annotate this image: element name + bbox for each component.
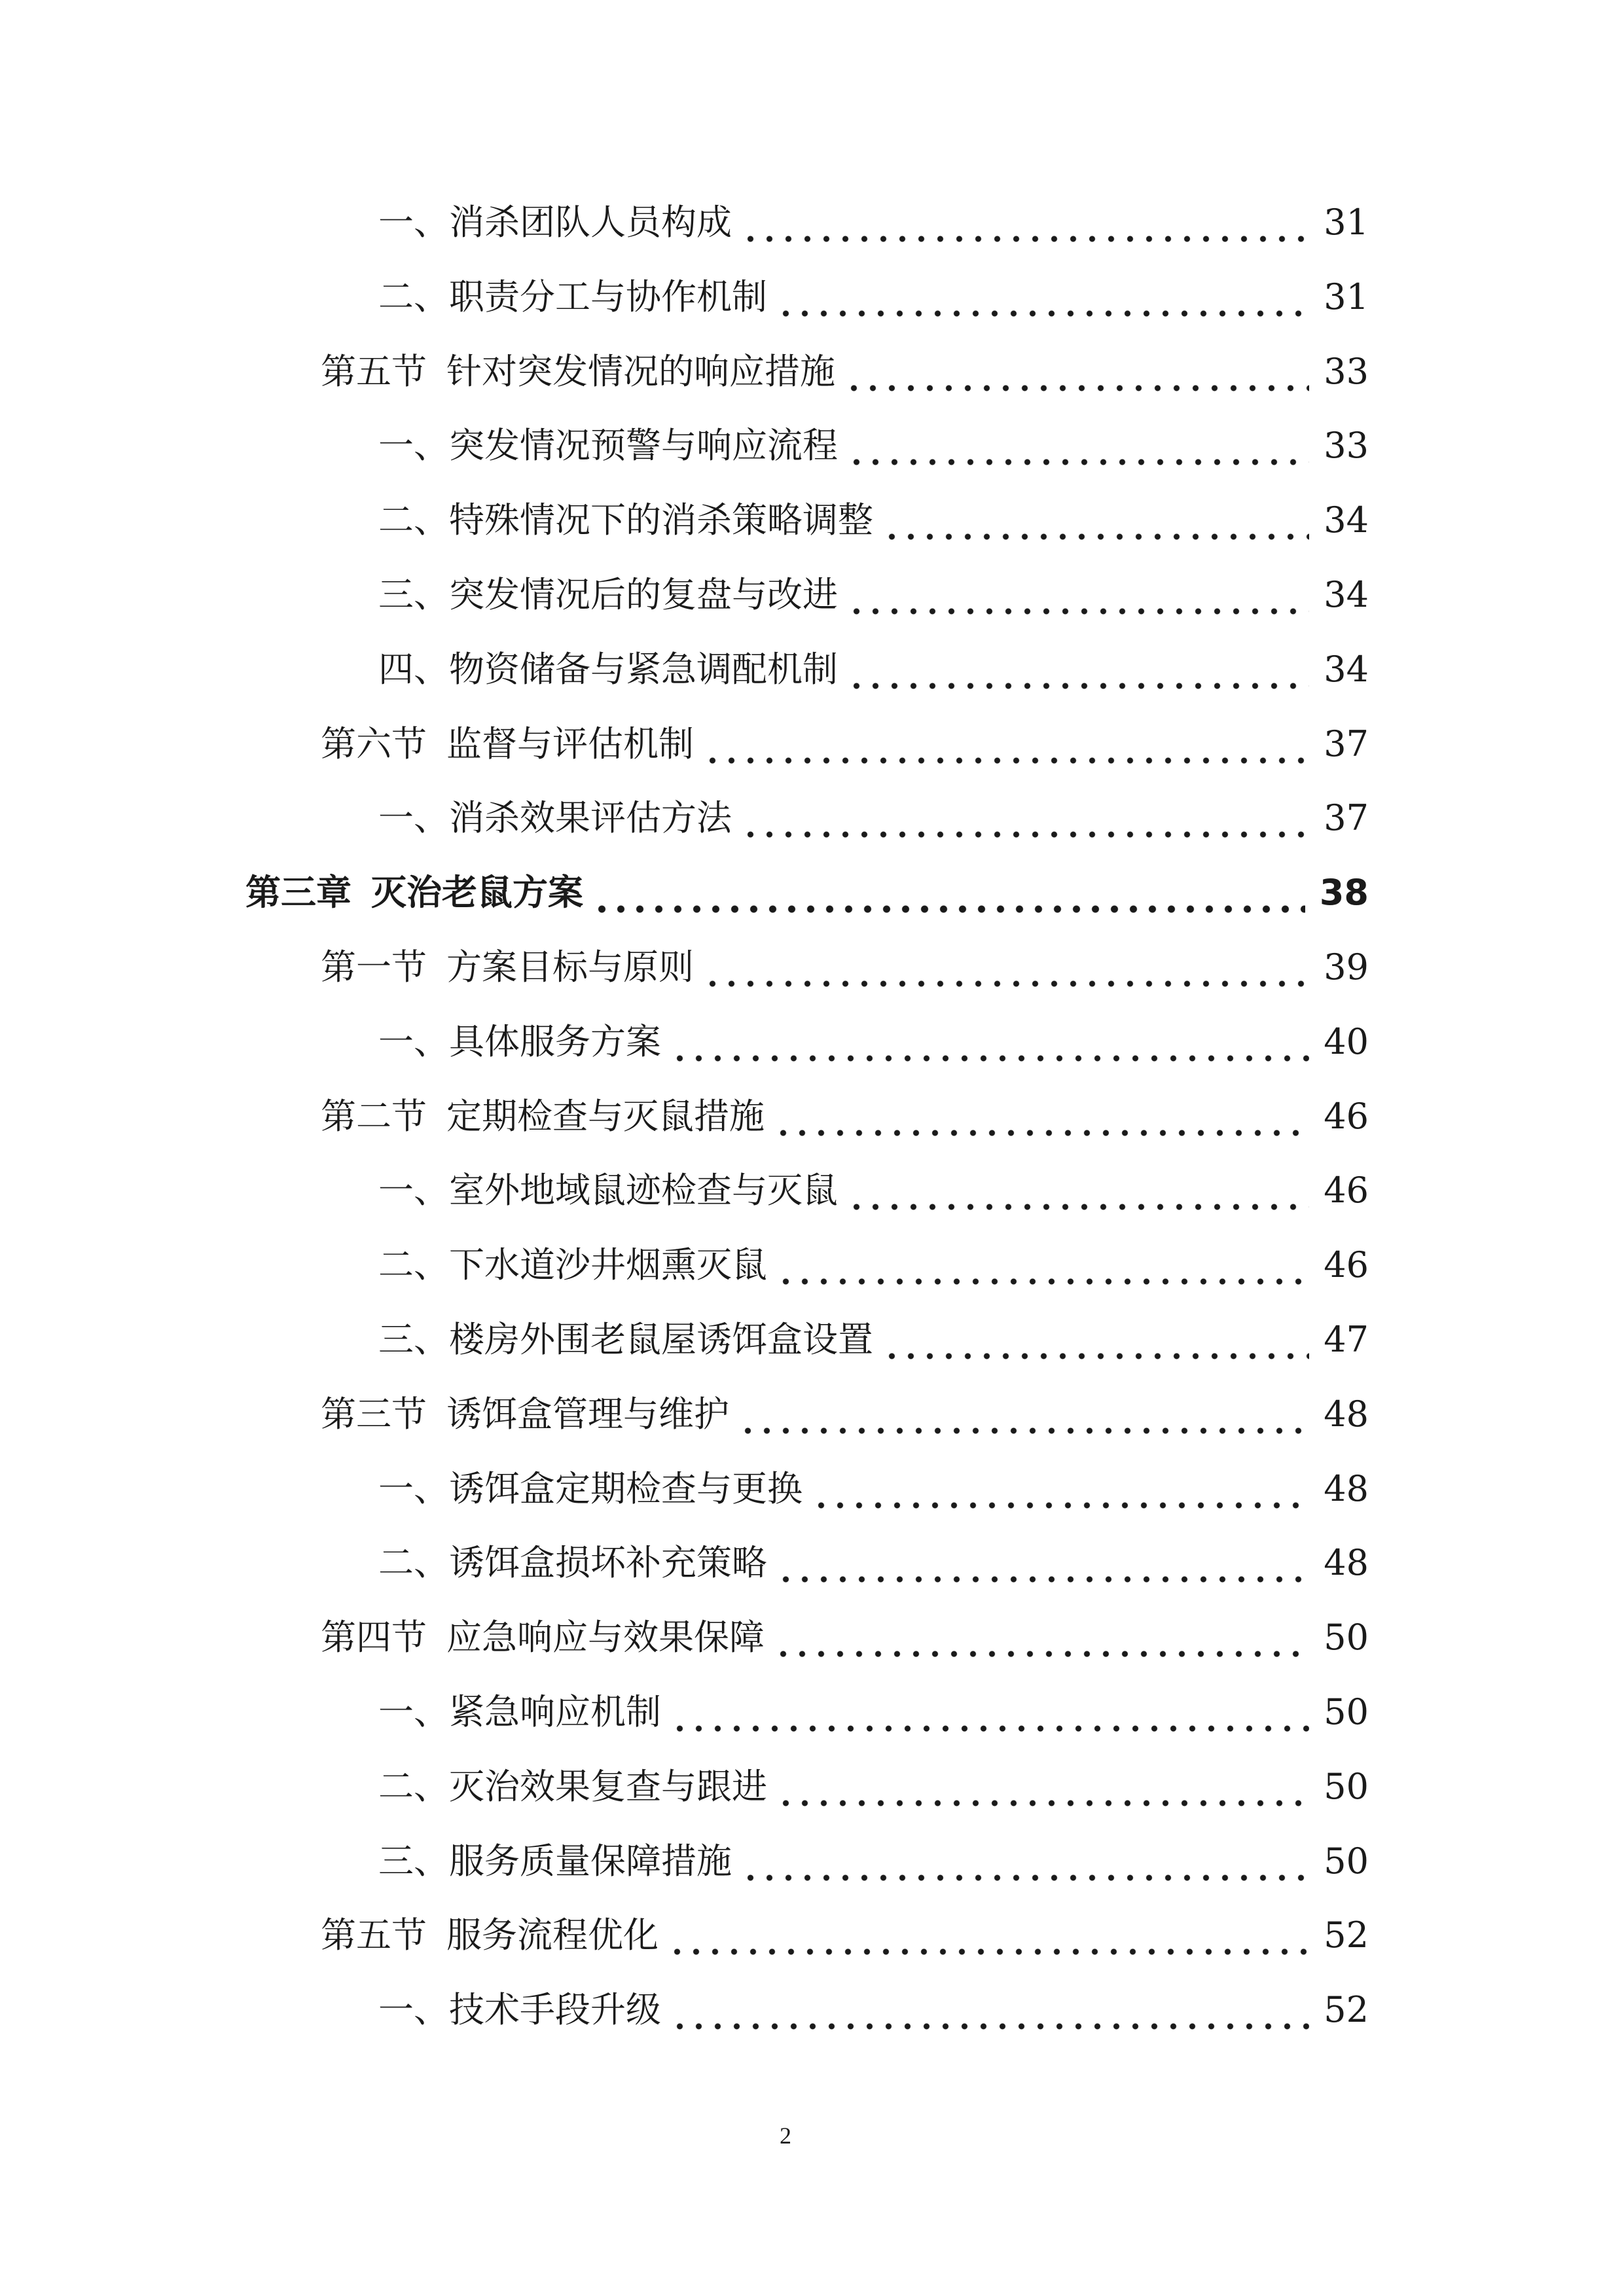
toc-entry-title <box>378 196 737 249</box>
toc-entry-page: 48 <box>1324 1542 1369 1584</box>
toc-entry-text: 三、服务质量保障措施 <box>378 1840 732 1882</box>
toc-entry-text: 诱饵盒管理与维护 <box>446 1393 729 1435</box>
toc-entry-number: 第三章 <box>245 872 352 914</box>
toc-entry[interactable] <box>245 867 1369 919</box>
toc-entry-text: 针对突发情况的响应措施 <box>446 350 835 392</box>
toc-entry-page: 40 <box>1324 1020 1369 1062</box>
toc-entry-page: 34 <box>1324 648 1369 690</box>
toc-entry-title <box>378 1314 878 1366</box>
toc-entry-title <box>378 643 843 696</box>
toc-entry-text: 一、消杀效果评估方法 <box>378 797 732 839</box>
toc-entry-title <box>245 867 588 919</box>
toc-entry-title <box>321 1909 664 1962</box>
toc-entry-text: 一、突发情况预警与响应流程 <box>378 425 838 467</box>
dot-leader <box>774 1090 1309 1143</box>
toc-entry-title <box>378 1537 772 1589</box>
toc-entry-number: 第一节 <box>321 946 427 988</box>
toc-entry-page: 34 <box>1324 499 1369 541</box>
toc-entry[interactable] <box>378 494 1369 547</box>
toc-entry-title <box>378 1686 666 1738</box>
toc-entry-title <box>378 1984 666 2036</box>
toc-entry-title <box>321 346 840 398</box>
toc-entry-text: 三、突发情况后的复盘与改进 <box>378 574 838 615</box>
toc-entry-text: 方案目标与原则 <box>446 946 694 988</box>
toc-entry-text: 二、灭治效果复查与跟进 <box>378 1765 767 1807</box>
toc-entry-page: 39 <box>1324 946 1369 988</box>
toc-entry-title <box>378 494 878 547</box>
dot-leader <box>776 1761 1309 1813</box>
toc-entry-text: 一、紧急响应机制 <box>378 1691 661 1732</box>
toc-entry[interactable] <box>321 1611 1369 1664</box>
toc-entry-page: 31 <box>1324 276 1369 317</box>
toc-entry-title <box>321 941 699 994</box>
toc-entry[interactable] <box>378 1984 1369 2036</box>
toc-entry[interactable] <box>378 420 1369 472</box>
dot-leader <box>592 867 1305 919</box>
toc-entry-title <box>378 1239 772 1291</box>
toc-entry-title <box>321 1611 770 1664</box>
dot-leader <box>738 1388 1309 1441</box>
toc-entry[interactable] <box>321 1388 1369 1441</box>
toc-entry[interactable] <box>378 1164 1369 1217</box>
toc-entry-text: 灭治老鼠方案 <box>371 872 583 914</box>
toc-entry-title <box>378 420 843 472</box>
toc-entry-text: 定期检查与灭鼠措施 <box>446 1095 765 1137</box>
toc-entry[interactable] <box>321 941 1369 994</box>
toc-entry-page: 50 <box>1324 1617 1369 1659</box>
toc-entry[interactable] <box>378 569 1369 621</box>
toc-entry-text: 应急响应与效果保障 <box>446 1617 765 1659</box>
toc-entry[interactable] <box>378 1835 1369 1888</box>
dot-leader <box>776 1537 1309 1589</box>
toc-entry-page: 33 <box>1324 350 1369 392</box>
toc-entry-title <box>378 1463 808 1515</box>
dot-leader <box>670 1016 1309 1068</box>
dot-leader <box>670 1686 1309 1738</box>
toc-entry[interactable] <box>378 1314 1369 1366</box>
toc-entry[interactable] <box>321 718 1369 770</box>
dot-leader <box>882 1314 1309 1366</box>
toc-entry-page: 46 <box>1324 1170 1369 1211</box>
toc-entry-page: 37 <box>1324 797 1369 839</box>
toc-entry-text: 一、室外地域鼠迹检查与灭鼠 <box>378 1170 838 1211</box>
dot-leader <box>844 346 1309 398</box>
toc-entry-text: 一、消杀团队人员构成 <box>378 202 732 243</box>
toc-entry-text: 四、物资储备与紧急调配机制 <box>378 648 838 690</box>
dot-leader <box>776 1239 1309 1291</box>
dot-leader <box>847 420 1309 472</box>
toc-entry-page: 50 <box>1324 1691 1369 1732</box>
toc-entry[interactable] <box>378 1463 1369 1515</box>
toc-entry[interactable] <box>378 271 1369 323</box>
toc-entry-page: 38 <box>1319 872 1369 914</box>
toc-entry[interactable] <box>378 196 1369 249</box>
toc-entry[interactable] <box>378 1016 1369 1068</box>
toc-entry-number: 第二节 <box>321 1095 427 1137</box>
dot-leader <box>741 196 1309 249</box>
toc-entry-text: 二、职责分工与协作机制 <box>378 276 767 317</box>
toc-entry[interactable] <box>378 1761 1369 1813</box>
toc-entry-page: 34 <box>1324 574 1369 615</box>
toc-entry-text: 一、诱饵盒定期检查与更换 <box>378 1467 803 1509</box>
dot-leader <box>741 792 1309 844</box>
toc-entry-page: 47 <box>1324 1319 1369 1360</box>
dot-leader <box>668 1909 1309 1962</box>
toc-entry-title <box>378 271 772 323</box>
toc-entry[interactable] <box>378 1537 1369 1589</box>
dot-leader <box>812 1463 1309 1515</box>
toc-entry[interactable] <box>378 1686 1369 1738</box>
toc-entry-title <box>378 1016 666 1068</box>
dot-leader <box>741 1835 1309 1888</box>
toc-entry-title <box>378 792 737 844</box>
toc-entry-number: 第四节 <box>321 1617 427 1659</box>
toc-entry-title <box>378 569 843 621</box>
dot-leader <box>776 271 1309 323</box>
toc-entry-number: 第三节 <box>321 1393 427 1435</box>
toc-entry-text: 二、诱饵盒损坏补充策略 <box>378 1542 767 1584</box>
toc-entry-page: 48 <box>1324 1467 1369 1509</box>
dot-leader <box>847 643 1309 696</box>
toc-entry[interactable] <box>321 346 1369 398</box>
toc-entry-page: 50 <box>1324 1840 1369 1882</box>
toc-entry-page: 33 <box>1324 425 1369 467</box>
toc-entry[interactable] <box>378 1239 1369 1291</box>
toc-entry-title <box>378 1761 772 1813</box>
toc-entry[interactable] <box>378 792 1369 844</box>
toc-entry-page: 37 <box>1324 723 1369 764</box>
dot-leader <box>847 569 1309 621</box>
toc-entry-text: 二、特殊情况下的消杀策略调整 <box>378 499 873 541</box>
toc-entry-title <box>321 1388 734 1441</box>
toc-entry-number: 第五节 <box>321 350 427 392</box>
dot-leader <box>882 494 1309 547</box>
toc-entry-page: 52 <box>1324 1989 1369 2031</box>
dot-leader <box>670 1984 1309 2036</box>
dot-leader <box>703 718 1309 770</box>
toc-entry-page: 31 <box>1324 202 1369 243</box>
toc-entry-page: 48 <box>1324 1393 1369 1435</box>
toc-entry-title <box>378 1164 843 1217</box>
toc-entry-page: 46 <box>1324 1095 1369 1137</box>
toc-entry[interactable] <box>321 1090 1369 1143</box>
toc-entry-page: 46 <box>1324 1244 1369 1286</box>
toc-entry-page: 50 <box>1324 1765 1369 1807</box>
dot-leader <box>703 941 1309 994</box>
dot-leader <box>774 1611 1309 1664</box>
toc-entry-text: 一、具体服务方案 <box>378 1020 661 1062</box>
toc-entry-page: 52 <box>1324 1914 1369 1956</box>
toc-entry-text: 二、下水道沙井烟熏灭鼠 <box>378 1244 767 1286</box>
toc-entry-number: 第六节 <box>321 723 427 764</box>
toc-entry-text: 监督与评估机制 <box>446 723 694 764</box>
toc-entry-number: 第五节 <box>321 1914 427 1956</box>
toc-entry-text: 服务流程优化 <box>446 1914 659 1956</box>
toc-entry-title <box>378 1835 737 1888</box>
toc-entry-text: 一、技术手段升级 <box>378 1989 661 2031</box>
toc-entry-text: 三、楼房外围老鼠屋诱饵盒设置 <box>378 1319 873 1360</box>
toc-entry-title <box>321 1090 770 1143</box>
toc-entry[interactable] <box>321 1909 1369 1962</box>
page-number: 2 <box>780 2123 791 2149</box>
toc-entry[interactable] <box>378 643 1369 696</box>
toc-entry-title <box>321 718 699 770</box>
dot-leader <box>847 1164 1309 1217</box>
